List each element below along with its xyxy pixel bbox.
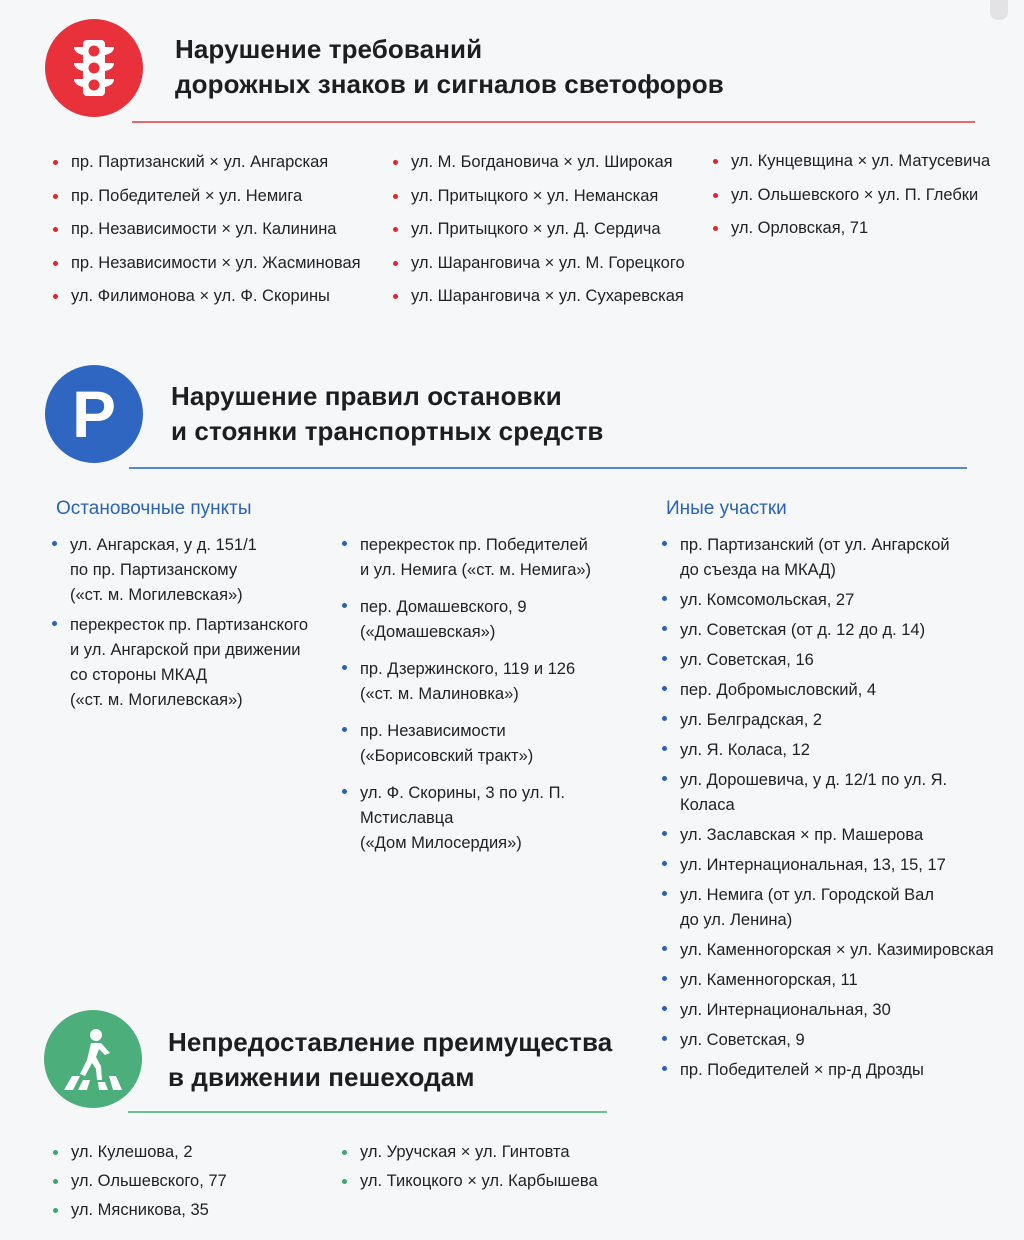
list-item <box>662 533 1002 583</box>
list-item-line: ул. Интернациональная, 30 <box>680 1001 891 1019</box>
list-signals-col1 <box>53 152 373 320</box>
list-item-line: ул. Белградская, 2 <box>680 711 823 729</box>
list-item: ул. Шаранговича × ул. Сухаревская <box>393 286 703 320</box>
subheading-other: Иные участки <box>666 498 787 519</box>
divider <box>128 1111 607 1113</box>
list-item <box>662 648 1002 673</box>
list-item: ул. Притыцкого × ул. Д. Сердича <box>393 219 703 253</box>
section-title-traffic-signals <box>175 32 724 102</box>
list-item <box>662 883 1002 933</box>
list-item: ул. Кулешова, 2 <box>53 1142 313 1171</box>
list-item-line: ул. Каменногорская, 11 <box>680 971 858 989</box>
list-item <box>662 1058 1002 1083</box>
list-item: ул. Филимонова × ул. Ф. Скорины <box>53 286 373 320</box>
list-stops-col1 <box>52 533 322 718</box>
list-item: ул. Орловская, 71 <box>713 218 1013 252</box>
list-item-line: ул. Дорошевича, у д. 12/1 по ул. Я. Коласа <box>680 771 948 814</box>
title-line: Нарушение требований <box>175 34 483 64</box>
list-item-line: перекресток пр. Победителей <box>360 536 588 554</box>
subheading-stops: Остановочные пункты <box>56 498 252 519</box>
list-item-line: пер. Добромысловский, 4 <box>680 681 877 699</box>
list-item-line: ул. Заславская × пр. Машерова <box>680 826 924 844</box>
title-line: в движении пешеходам <box>168 1062 475 1092</box>
list-item-line: пр. Дзержинского, 119 и 126 <box>360 660 576 678</box>
list-item: ул. Ольшевского × ул. П. Глебки <box>713 185 1013 219</box>
pedestrian-crossing-icon <box>44 1010 142 1108</box>
traffic-light-icon <box>45 19 143 117</box>
list-item-line: ул. Ф. Скорины, 3 по ул. П. Мстиславца <box>360 784 566 827</box>
list-item <box>662 678 1002 703</box>
list-item <box>662 853 1002 878</box>
list-item <box>662 823 1002 848</box>
list-item <box>662 1028 1002 1053</box>
corner-tab-icon <box>990 0 1008 20</box>
list-item-line: ул. Ангарская, у д. 151/1 <box>70 536 257 554</box>
divider <box>129 467 967 469</box>
list-item <box>662 768 1002 818</box>
list-item-line: ул. Комсомольская, 27 <box>680 591 855 609</box>
divider <box>132 121 975 123</box>
list-item <box>662 968 1002 993</box>
list-pedestrians-col2 <box>342 1142 642 1200</box>
list-item: ул. Ольшевского, 77 <box>53 1171 313 1200</box>
title-line: и стоянки транспортных средств <box>171 416 604 446</box>
list-item-line: и ул. Немига («ст. м. Немига») <box>360 561 592 579</box>
list-item-line: ул. Интернациональная, 13, 15, 17 <box>680 856 946 874</box>
list-item-line: («ст. м. Могилевская») <box>70 691 243 709</box>
parking-icon <box>45 365 143 463</box>
list-signals-col2 <box>393 152 703 320</box>
list-item-line: перекресток пр. Партизанского <box>70 616 309 634</box>
list-item <box>342 657 652 707</box>
list-item <box>662 938 1002 963</box>
list-item-line: («ст. м. Малиновка») <box>360 685 519 703</box>
list-item <box>342 719 652 769</box>
list-item-line: по пр. Партизанскому <box>70 561 238 579</box>
parking-letter: P <box>71 377 117 451</box>
list-item-line: («Борисовский тракт») <box>360 747 534 765</box>
list-signals-col3 <box>713 151 1013 252</box>
list-item-line: до съезда на МКАД) <box>680 561 836 579</box>
list-item-line: со стороны МКАД <box>70 666 207 684</box>
list-item: ул. Уручская × ул. Гинтовта <box>342 1142 642 1171</box>
list-item: ул. Шаранговича × ул. М. Горецкого <box>393 253 703 287</box>
list-item-line: пр. Партизанский (от ул. Ангарской <box>680 536 950 554</box>
title-line: Нарушение правил остановки <box>171 381 562 411</box>
section-title-pedestrians <box>168 1025 612 1095</box>
list-item-line: ул. Каменногорская × ул. Казимировская <box>680 941 994 959</box>
list-item <box>52 613 322 713</box>
list-item <box>662 708 1002 733</box>
list-item-line: («ст. м. Могилевская») <box>70 586 243 604</box>
list-item-line: и ул. Ангарской при движении <box>70 641 301 659</box>
list-item-line: ул. Советская (от д. 12 до д. 14) <box>680 621 926 639</box>
list-item-line: («Дом Милосердия») <box>360 834 522 852</box>
list-item <box>342 595 652 645</box>
list-item <box>662 738 1002 763</box>
list-other-areas <box>662 533 1002 1088</box>
list-item <box>662 588 1002 613</box>
list-item-line: ул. Немига (от ул. Городской Вал <box>680 886 934 904</box>
list-item: ул. М. Богдановича × ул. Широкая <box>393 152 703 186</box>
title-line: Непредоставление преимущества <box>168 1027 613 1057</box>
list-pedestrians-col1 <box>53 1142 313 1229</box>
list-item <box>662 618 1002 643</box>
list-item-line: до ул. Ленина) <box>680 911 793 929</box>
list-item-line: ул. Советская, 16 <box>680 651 814 669</box>
section-title-parking <box>171 379 604 449</box>
list-item: ул. Притыцкого × ул. Неманская <box>393 186 703 220</box>
list-item-line: пер. Домашевского, 9 <box>360 598 527 616</box>
list-item: ул. Тикоцкого × ул. Карбышева <box>342 1171 642 1200</box>
list-item: пр. Победителей × ул. Немига <box>53 186 373 220</box>
list-item: ул. Кунцевщина × ул. Матусевича <box>713 151 1013 185</box>
list-item <box>342 533 652 583</box>
list-item <box>662 998 1002 1023</box>
list-item: ул. Мясникова, 35 <box>53 1200 313 1229</box>
list-item-line: ул. Я. Коласа, 12 <box>680 741 810 759</box>
list-stops-col2 <box>342 533 652 868</box>
list-item <box>342 781 652 856</box>
list-item: пр. Независимости × ул. Калинина <box>53 219 373 253</box>
list-item: пр. Партизанский × ул. Ангарская <box>53 152 373 186</box>
list-item <box>52 533 322 608</box>
list-item-line: ул. Советская, 9 <box>680 1031 805 1049</box>
title-line: дорожных знаков и сигналов светофоров <box>175 69 724 99</box>
list-item-line: («Домашевская») <box>360 623 496 641</box>
list-item-line: пр. Независимости <box>360 722 506 740</box>
list-item-line: пр. Победителей × пр-д Дрозды <box>680 1061 924 1079</box>
list-item: пр. Независимости × ул. Жасминовая <box>53 253 373 287</box>
